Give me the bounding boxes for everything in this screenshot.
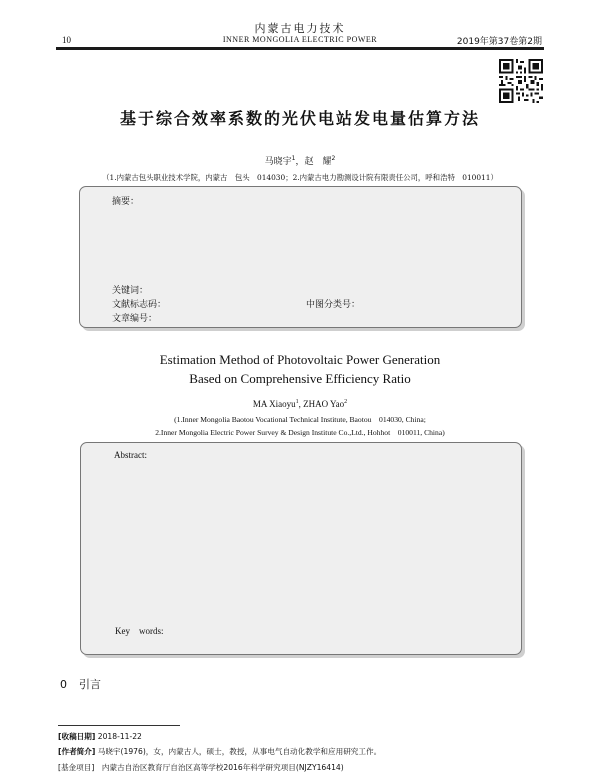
- section-heading: [60, 676, 101, 692]
- abstract-label-en: Abstract:: [114, 450, 147, 460]
- issue-info: 2019年第37卷第2期: [456, 37, 542, 47]
- author-name: 马晓宇: [264, 157, 292, 167]
- footnote-label: [收稿日期]: [58, 732, 96, 741]
- section-number: 0: [60, 678, 67, 691]
- header-rule: [56, 47, 544, 50]
- author-affiliation-mark: 2: [331, 155, 336, 162]
- qr-code-icon: [499, 59, 543, 103]
- document-code-label: 文献标志码：: [112, 300, 167, 310]
- article-id-label: 文章编号：: [112, 314, 158, 324]
- author-affiliation-mark: 1: [295, 399, 299, 405]
- page-number: 10: [62, 35, 71, 45]
- author-separator: ,: [298, 399, 304, 409]
- footnote-value: 马晓宇(1976)，女，内蒙古人，硕士，教授，从事电气自动化教学和应用研究工作。: [97, 747, 382, 756]
- clc-number-label: 中图分类号：: [306, 300, 361, 310]
- keywords-label-en: Key words:: [115, 626, 164, 636]
- authors-en: [0, 399, 600, 409]
- author-affiliation-mark: 2: [344, 399, 348, 405]
- footnote-fund: [基金项目] 内蒙古自治区教育厅自治区高等学校2016年科学研究项目(NJZY16414): [58, 763, 344, 772]
- affiliation-en-line: 2.Inner Mongolia Electric Power Survey & Design Institute Co.,Ltd., Hohhot 010011, China): [155, 428, 445, 437]
- author-name: ZHAO Yao: [303, 399, 345, 409]
- title-en: [0, 350, 600, 388]
- footnote-label: [作者简介]: [58, 747, 96, 756]
- author-name: MA Xiaoyu: [252, 399, 296, 409]
- title-en-line: Estimation Method of Photovoltaic Power Generation: [159, 352, 441, 367]
- affiliation-en: [0, 413, 600, 439]
- title-en-line: Based on Comprehensive Efficiency Ratio: [189, 371, 411, 386]
- affiliation-en-line: (1.Inner Mongolia Baotou Vocational Technical Institute, Baotou 014030, China;: [174, 415, 426, 424]
- abstract-label-cn: 摘要：: [112, 197, 140, 207]
- affiliation-cn: （1.内蒙古包头职业技术学院，内蒙古 包头 014030；2.内蒙古电力勘测设计院有限责任公司，呼和浩特 010011）: [102, 173, 498, 182]
- keywords-label-cn: 关键词：: [112, 286, 149, 296]
- journal-name-cn: 内蒙古电力技术: [254, 22, 346, 35]
- footnote-value: 2018-11-22: [97, 732, 142, 741]
- title-cn: 基于综合效率系数的光伏电站发电量估算方法: [119, 109, 480, 128]
- footnote-received: [58, 731, 142, 742]
- journal-name-en: INNER MONGOLIA ELECTRIC POWER: [222, 35, 378, 44]
- footnote-author: [58, 746, 381, 757]
- author-name: 赵 耀: [304, 157, 332, 167]
- author-separator: ，: [295, 157, 305, 167]
- section-title: 引言: [79, 678, 101, 691]
- authors-cn: [0, 154, 600, 167]
- author-affiliation-mark: 1: [291, 155, 296, 162]
- footnote-rule: [58, 725, 180, 726]
